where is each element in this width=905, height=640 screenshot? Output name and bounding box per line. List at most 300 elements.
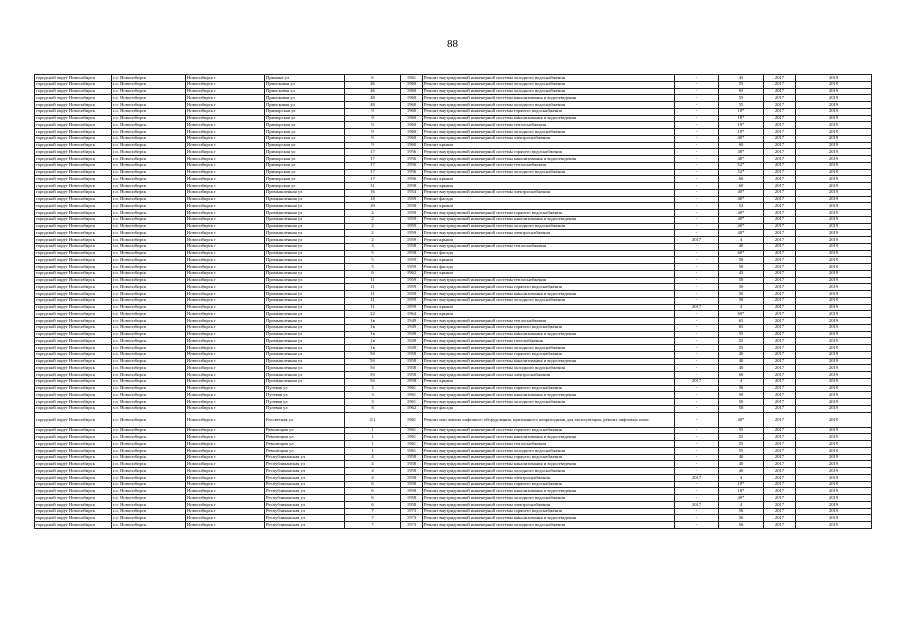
cell-cost: 52* bbox=[719, 169, 764, 176]
cell-settlement: Новосибирск г bbox=[186, 454, 265, 461]
cell-done-year: - bbox=[675, 122, 719, 129]
cell-settlement: Новосибирск г bbox=[186, 102, 265, 109]
table-row bbox=[35, 405, 872, 412]
cell-street: Приисковая ул bbox=[265, 81, 345, 88]
cell-house: 2/1 bbox=[345, 412, 401, 427]
cell-year: 1960 bbox=[401, 102, 423, 109]
cell-house: 8 bbox=[345, 405, 401, 412]
cell-done-year: - bbox=[675, 196, 719, 203]
cell-plan-end: 2019 bbox=[796, 176, 872, 183]
cell-work-type: Ремонт фасада bbox=[423, 264, 675, 271]
cell-district: г.о. Новосибирск bbox=[112, 358, 186, 365]
cell-work-type: Ремонт внутридомовой инженерной системы канализования и водоотведения bbox=[423, 358, 675, 365]
cell-municipality: городской округ Новосибирск bbox=[35, 210, 112, 217]
table-row bbox=[35, 351, 872, 358]
table-row bbox=[35, 257, 872, 264]
cell-done-year: - bbox=[675, 461, 719, 468]
cell-cost: 65 bbox=[719, 318, 764, 325]
cell-work-type: Ремонт внутридомовой инженерной системы теплоснабжения bbox=[423, 277, 675, 284]
cell-street: Приисковая ул bbox=[265, 95, 345, 102]
cell-plan-end: 2019 bbox=[796, 481, 872, 488]
cell-street: Приморская ул bbox=[265, 149, 345, 156]
table-row bbox=[35, 338, 872, 345]
cell-work-type: Ремонт внутридомовой инженерной системы холодного водоснабжения bbox=[423, 75, 675, 82]
cell-street: Пулевая ул bbox=[265, 405, 345, 412]
cell-plan-start: 2017 bbox=[764, 399, 796, 406]
cell-district: г.о. Новосибирск bbox=[112, 495, 186, 502]
cell-year: 1959 bbox=[401, 223, 423, 230]
cell-house: 7 bbox=[345, 522, 401, 529]
cell-year: 1958 bbox=[401, 372, 423, 379]
cell-municipality: городской округ Новосибирск bbox=[35, 385, 112, 392]
cell-plan-end: 2019 bbox=[796, 257, 872, 264]
cell-work-type: Ремонт внутридомовой инженерной системы теплоснабжения bbox=[423, 122, 675, 129]
cell-municipality: городской округ Новосибирск bbox=[35, 447, 112, 454]
cell-year: 1960 bbox=[401, 88, 423, 95]
cell-done-year: - bbox=[675, 468, 719, 475]
cell-year: 1973 bbox=[401, 522, 423, 529]
cell-cost: 40 bbox=[719, 243, 764, 250]
cell-municipality: городской округ Новосибирск bbox=[35, 237, 112, 244]
cell-plan-end: 2019 bbox=[796, 95, 872, 102]
cell-street: Приморская ул bbox=[265, 142, 345, 149]
table-row bbox=[35, 385, 872, 392]
cell-settlement: Новосибирск г bbox=[186, 284, 265, 291]
cell-cost: 60* bbox=[719, 250, 764, 257]
cell-plan-end: 2019 bbox=[796, 508, 872, 515]
table-row bbox=[35, 468, 872, 475]
cell-done-year: - bbox=[675, 156, 719, 163]
cell-street: Промышленная ул bbox=[265, 297, 345, 304]
cell-cost: 55 bbox=[719, 441, 764, 448]
cell-municipality: городской округ Новосибирск bbox=[35, 392, 112, 399]
table-row bbox=[35, 495, 872, 502]
cell-plan-end: 2019 bbox=[796, 237, 872, 244]
cell-district: г.о. Новосибирск bbox=[112, 378, 186, 385]
cell-work-type: Ремонт внутридомовой инженерной системы теплоснабжения bbox=[423, 441, 675, 448]
cell-plan-start: 2017 bbox=[764, 515, 796, 522]
cell-done-year: - bbox=[675, 351, 719, 358]
cell-plan-end: 2019 bbox=[796, 488, 872, 495]
cell-plan-end: 2019 bbox=[796, 135, 872, 142]
cell-house: 4 bbox=[345, 474, 401, 481]
cell-work-type: Ремонт внутридомовой инженерной системы канализования и водоотведения bbox=[423, 216, 675, 223]
cell-cost: 52* bbox=[719, 162, 764, 169]
cell-year: 1962 bbox=[401, 405, 423, 412]
table-row bbox=[35, 434, 872, 441]
cell-municipality: городской округ Новосибирск bbox=[35, 461, 112, 468]
cell-plan-start: 2017 bbox=[764, 318, 796, 325]
cell-plan-end: 2019 bbox=[796, 501, 872, 508]
cell-year: 1956 bbox=[401, 162, 423, 169]
cell-year: 1961 bbox=[401, 427, 423, 434]
cell-plan-start: 2017 bbox=[764, 324, 796, 331]
cell-done-year: - bbox=[675, 365, 719, 372]
cell-work-type: Ремонт внутридомовой инженерной системы горячего водоснабжения bbox=[423, 508, 675, 515]
cell-house: 2 bbox=[345, 223, 401, 230]
cell-street: Революции ул bbox=[265, 447, 345, 454]
cell-settlement: Новосибирск г bbox=[186, 515, 265, 522]
repair-program-table bbox=[34, 74, 872, 529]
cell-settlement: Новосибирск г bbox=[186, 365, 265, 372]
cell-house: 2 bbox=[345, 216, 401, 223]
cell-municipality: городской округ Новосибирск bbox=[35, 142, 112, 149]
cell-municipality: городской округ Новосибирск bbox=[35, 277, 112, 284]
table-row bbox=[35, 102, 872, 109]
cell-plan-start: 2017 bbox=[764, 216, 796, 223]
cell-district: г.о. Новосибирск bbox=[112, 522, 186, 529]
cell-year: 1949 bbox=[401, 324, 423, 331]
cell-plan-end: 2019 bbox=[796, 324, 872, 331]
cell-district: г.о. Новосибирск bbox=[112, 122, 186, 129]
cell-done-year: - bbox=[675, 434, 719, 441]
cell-settlement: Новосибирск г bbox=[186, 75, 265, 82]
cell-house: 4 bbox=[345, 468, 401, 475]
cell-plan-start: 2017 bbox=[764, 162, 796, 169]
cell-district: г.о. Новосибирск bbox=[112, 115, 186, 122]
cell-municipality: городской округ Новосибирск bbox=[35, 454, 112, 461]
cell-house: 5 bbox=[345, 250, 401, 257]
cell-street: Промышленная ул bbox=[265, 351, 345, 358]
cell-done-year: - bbox=[675, 522, 719, 529]
cell-work-type: Ремонт внутридомовой инженерной системы электроснабжения bbox=[423, 372, 675, 379]
cell-cost: 18* bbox=[719, 129, 764, 136]
cell-done-year: - bbox=[675, 447, 719, 454]
cell-street: Республиканская ул bbox=[265, 501, 345, 508]
cell-cost: 45 bbox=[719, 75, 764, 82]
cell-settlement: Новосибирск г bbox=[186, 129, 265, 136]
cell-district: г.о. Новосибирск bbox=[112, 183, 186, 190]
cell-year: 1958 bbox=[401, 488, 423, 495]
cell-work-type: Ремонт внутридомовой инженерной системы горячего водоснабжения bbox=[423, 108, 675, 115]
cell-municipality: городской округ Новосибирск bbox=[35, 176, 112, 183]
cell-street: Пулевая ул bbox=[265, 385, 345, 392]
cell-cost: 40* bbox=[719, 135, 764, 142]
cell-settlement: Новосибирск г bbox=[186, 522, 265, 529]
cell-plan-start: 2017 bbox=[764, 297, 796, 304]
cell-district: г.о. Новосибирск bbox=[112, 284, 186, 291]
table-row bbox=[35, 488, 872, 495]
cell-municipality: городской округ Новосибирск bbox=[35, 412, 112, 427]
cell-work-type: Ремонт внутридомовой инженерной системы электроснабжения bbox=[423, 189, 675, 196]
cell-plan-end: 2019 bbox=[796, 345, 872, 352]
cell-municipality: городской округ Новосибирск bbox=[35, 427, 112, 434]
cell-cost: 55 bbox=[719, 331, 764, 338]
cell-house: 5б bbox=[345, 351, 401, 358]
cell-municipality: городской округ Новосибирск bbox=[35, 338, 112, 345]
cell-done-year: - bbox=[675, 203, 719, 210]
cell-municipality: городской округ Новосибирск bbox=[35, 515, 112, 522]
cell-done-year: - bbox=[675, 95, 719, 102]
cell-year: 1961 bbox=[401, 441, 423, 448]
cell-settlement: Новосибирск г bbox=[186, 277, 265, 284]
cell-work-type: Ремонт внутридомовой инженерной системы холодного водоснабжения bbox=[423, 297, 675, 304]
cell-plan-end: 2019 bbox=[796, 270, 872, 277]
cell-work-type: Ремонт крыши bbox=[423, 176, 675, 183]
cell-plan-end: 2019 bbox=[796, 304, 872, 311]
cell-municipality: городской округ Новосибирск bbox=[35, 508, 112, 515]
cell-street: Республиканская ул bbox=[265, 481, 345, 488]
cell-street: Примана ул bbox=[265, 75, 345, 82]
cell-plan-end: 2019 bbox=[796, 223, 872, 230]
cell-work-type: Ремонт внутридомовой инженерной системы электроснабжения bbox=[423, 474, 675, 481]
cell-street: Республиканская ул bbox=[265, 468, 345, 475]
table-row bbox=[35, 311, 872, 318]
cell-district: г.о. Новосибирск bbox=[112, 230, 186, 237]
cell-house: 7 bbox=[345, 508, 401, 515]
cell-done-year: - bbox=[675, 508, 719, 515]
cell-work-type: Ремонт внутридомовой инженерной системы канализования и водоотведения bbox=[423, 461, 675, 468]
cell-plan-end: 2019 bbox=[796, 441, 872, 448]
cell-done-year: - bbox=[675, 102, 719, 109]
cell-done-year: - bbox=[675, 488, 719, 495]
cell-settlement: Новосибирск г bbox=[186, 135, 265, 142]
cell-house: 3 bbox=[345, 243, 401, 250]
cell-plan-start: 2017 bbox=[764, 488, 796, 495]
cell-house: 11 bbox=[345, 284, 401, 291]
cell-cost: 50 bbox=[719, 291, 764, 298]
cell-settlement: Новосибирск г bbox=[186, 412, 265, 427]
cell-cost: 60* bbox=[719, 311, 764, 318]
cell-cost: 40 bbox=[719, 358, 764, 365]
cell-settlement: Новосибирск г bbox=[186, 169, 265, 176]
cell-house: 9 bbox=[345, 135, 401, 142]
cell-year: 1964 bbox=[401, 311, 423, 318]
cell-plan-start: 2017 bbox=[764, 495, 796, 502]
cell-work-type: Ремонт крыши bbox=[423, 270, 675, 277]
cell-district: г.о. Новосибирск bbox=[112, 385, 186, 392]
cell-district: г.о. Новосибирск bbox=[112, 243, 186, 250]
cell-year: 1949 bbox=[401, 338, 423, 345]
table-row bbox=[35, 196, 872, 203]
cell-year: 1961 bbox=[401, 385, 423, 392]
cell-work-type: Ремонт внутридомовой инженерной системы холодного водоснабжения bbox=[423, 81, 675, 88]
cell-district: г.о. Новосибирск bbox=[112, 338, 186, 345]
cell-municipality: городской округ Новосибирск bbox=[35, 108, 112, 115]
cell-done-year: 2017 bbox=[675, 304, 719, 311]
cell-cost: 55 bbox=[719, 95, 764, 102]
cell-cost: 60 bbox=[719, 372, 764, 379]
cell-work-type: Ремонт фасада bbox=[423, 405, 675, 412]
cell-work-type: Ремонт внутридомовой инженерной системы электроснабжения bbox=[423, 135, 675, 142]
cell-cost: 40* bbox=[719, 412, 764, 427]
cell-plan-start: 2017 bbox=[764, 142, 796, 149]
cell-street: Промышленная ул bbox=[265, 277, 345, 284]
cell-settlement: Новосибирск г bbox=[186, 243, 265, 250]
cell-cost: 18* bbox=[719, 108, 764, 115]
cell-house: 18 bbox=[345, 196, 401, 203]
cell-street: Республиканская ул bbox=[265, 508, 345, 515]
cell-house: 22 bbox=[345, 311, 401, 318]
cell-plan-end: 2019 bbox=[796, 183, 872, 190]
cell-plan-start: 2017 bbox=[764, 385, 796, 392]
cell-district: г.о. Новосибирск bbox=[112, 331, 186, 338]
cell-done-year: - bbox=[675, 427, 719, 434]
cell-house: 17 bbox=[345, 156, 401, 163]
cell-settlement: Новосибирск г bbox=[186, 311, 265, 318]
table-row bbox=[35, 318, 872, 325]
cell-settlement: Новосибирск г bbox=[186, 264, 265, 271]
table-row bbox=[35, 264, 872, 271]
cell-settlement: Новосибирск г bbox=[186, 162, 265, 169]
table-row bbox=[35, 515, 872, 522]
cell-cost: 40* bbox=[719, 196, 764, 203]
cell-district: г.о. Новосибирск bbox=[112, 81, 186, 88]
cell-work-type: Ремонт внутридомовой инженерной системы теплоснабжения bbox=[423, 162, 675, 169]
cell-plan-end: 2019 bbox=[796, 250, 872, 257]
cell-work-type: Ремонт внутридомовой инженерной системы канализования и водоотведения bbox=[423, 156, 675, 163]
cell-settlement: Новосибирск г bbox=[186, 358, 265, 365]
table-row bbox=[35, 365, 872, 372]
cell-settlement: Новосибирск г bbox=[186, 223, 265, 230]
cell-house: 3 bbox=[345, 385, 401, 392]
cell-plan-start: 2017 bbox=[764, 304, 796, 311]
cell-cost: 50 bbox=[719, 257, 764, 264]
cell-plan-start: 2017 bbox=[764, 102, 796, 109]
cell-work-type: Ремонт внутридомовой инженерной системы холодного водоснабжения bbox=[423, 468, 675, 475]
cell-cost: 52 bbox=[719, 203, 764, 210]
cell-plan-start: 2017 bbox=[764, 358, 796, 365]
cell-settlement: Новосибирск г bbox=[186, 183, 265, 190]
cell-municipality: городской округ Новосибирск bbox=[35, 284, 112, 291]
cell-work-type: Ремонт внутридомовой инженерной системы газоснабжения bbox=[423, 338, 675, 345]
cell-municipality: городской округ Новосибирск bbox=[35, 250, 112, 257]
cell-plan-start: 2017 bbox=[764, 291, 796, 298]
cell-settlement: Новосибирск г bbox=[186, 176, 265, 183]
cell-work-type: Ремонт внутридомовой инженерной системы холодного водоснабжения bbox=[423, 522, 675, 529]
cell-district: г.о. Новосибирск bbox=[112, 169, 186, 176]
cell-year: 1961 bbox=[401, 412, 423, 427]
cell-plan-end: 2019 bbox=[796, 169, 872, 176]
table-row bbox=[35, 129, 872, 136]
cell-plan-end: 2019 bbox=[796, 108, 872, 115]
cell-year: 1960 bbox=[401, 129, 423, 136]
cell-house: 4 bbox=[345, 454, 401, 461]
table-row bbox=[35, 412, 872, 427]
cell-district: г.о. Новосибирск bbox=[112, 318, 186, 325]
cell-year: 1961 bbox=[401, 434, 423, 441]
cell-work-type: Ремонт внутридомовой инженерной системы канализования и водоотведения bbox=[423, 95, 675, 102]
cell-municipality: городской округ Новосибирск bbox=[35, 149, 112, 156]
cell-work-type: Ремонт или замена лифтового оборудования, признанного непригодным для эксплуатации, ремонт лифтовых шахт bbox=[423, 412, 675, 427]
cell-year: 1958 bbox=[401, 365, 423, 372]
table-row bbox=[35, 427, 872, 434]
cell-street: Пулевая ул bbox=[265, 399, 345, 406]
cell-plan-end: 2019 bbox=[796, 412, 872, 427]
cell-work-type: Ремонт внутридомовой инженерной системы канализования и водоотведения bbox=[423, 115, 675, 122]
cell-plan-end: 2019 bbox=[796, 264, 872, 271]
cell-settlement: Новосибирск г bbox=[186, 318, 265, 325]
cell-year: 1960 bbox=[401, 95, 423, 102]
cell-cost: 50 bbox=[719, 284, 764, 291]
cell-cost: 40 bbox=[719, 468, 764, 475]
cell-municipality: городской округ Новосибирск bbox=[35, 399, 112, 406]
cell-done-year: - bbox=[675, 358, 719, 365]
cell-settlement: Новосибирск г bbox=[186, 115, 265, 122]
cell-plan-end: 2019 bbox=[796, 88, 872, 95]
cell-street: Революции ул bbox=[265, 441, 345, 448]
cell-year: 1958 bbox=[401, 250, 423, 257]
cell-cost: 48* bbox=[719, 156, 764, 163]
cell-work-type: Ремонт крыши bbox=[423, 203, 675, 210]
cell-settlement: Новосибирск г bbox=[186, 230, 265, 237]
cell-municipality: городской округ Новосибирск bbox=[35, 488, 112, 495]
table-row bbox=[35, 481, 872, 488]
cell-cost: 50 bbox=[719, 385, 764, 392]
cell-settlement: Новосибирск г bbox=[186, 447, 265, 454]
cell-district: г.о. Новосибирск bbox=[112, 399, 186, 406]
cell-cost: 4 bbox=[719, 378, 764, 385]
cell-settlement: Новосибирск г bbox=[186, 345, 265, 352]
table-row bbox=[35, 331, 872, 338]
cell-district: г.о. Новосибирск bbox=[112, 75, 186, 82]
cell-done-year: - bbox=[675, 318, 719, 325]
cell-district: г.о. Новосибирск bbox=[112, 365, 186, 372]
cell-year: 1961 bbox=[401, 75, 423, 82]
cell-municipality: городской округ Новосибирск bbox=[35, 372, 112, 379]
cell-cost: 40* bbox=[719, 189, 764, 196]
cell-year: 1949 bbox=[401, 345, 423, 352]
cell-street: Промышленная ул bbox=[265, 203, 345, 210]
cell-settlement: Новосибирск г bbox=[186, 508, 265, 515]
cell-district: г.о. Новосибирск bbox=[112, 270, 186, 277]
cell-plan-end: 2019 bbox=[796, 372, 872, 379]
cell-settlement: Новосибирск г bbox=[186, 372, 265, 379]
cell-work-type: Ремонт внутридомовой инженерной системы холодного водоснабжения bbox=[423, 447, 675, 454]
cell-plan-start: 2017 bbox=[764, 447, 796, 454]
cell-cost: 55 bbox=[719, 102, 764, 109]
cell-district: г.о. Новосибирск bbox=[112, 515, 186, 522]
cell-plan-end: 2019 bbox=[796, 515, 872, 522]
cell-municipality: городской округ Новосибирск bbox=[35, 102, 112, 109]
cell-settlement: Новосибирск г bbox=[186, 210, 265, 217]
cell-year: 1956 bbox=[401, 176, 423, 183]
cell-plan-end: 2019 bbox=[796, 189, 872, 196]
table-row bbox=[35, 210, 872, 217]
cell-cost: 4 bbox=[719, 304, 764, 311]
cell-work-type: Ремонт внутридомовой инженерной системы теплоснабжения bbox=[423, 318, 675, 325]
cell-district: г.о. Новосибирск bbox=[112, 264, 186, 271]
cell-settlement: Новосибирск г bbox=[186, 216, 265, 223]
cell-house: 1в bbox=[345, 324, 401, 331]
cell-plan-start: 2017 bbox=[764, 169, 796, 176]
cell-district: г.о. Новосибирск bbox=[112, 372, 186, 379]
cell-cost: 40 bbox=[719, 454, 764, 461]
table-row bbox=[35, 454, 872, 461]
table-row bbox=[35, 461, 872, 468]
cell-district: г.о. Новосибирск bbox=[112, 88, 186, 95]
cell-plan-start: 2017 bbox=[764, 149, 796, 156]
cell-done-year: - bbox=[675, 264, 719, 271]
cell-municipality: городской округ Новосибирск bbox=[35, 189, 112, 196]
cell-house: 6 bbox=[345, 501, 401, 508]
cell-municipality: городской округ Новосибирск bbox=[35, 122, 112, 129]
table-row bbox=[35, 149, 872, 156]
cell-municipality: городской округ Новосибирск bbox=[35, 135, 112, 142]
cell-municipality: городской округ Новосибирск bbox=[35, 183, 112, 190]
cell-district: г.о. Новосибирск bbox=[112, 297, 186, 304]
cell-plan-end: 2019 bbox=[796, 311, 872, 318]
cell-done-year: 2017 bbox=[675, 237, 719, 244]
cell-cost: 60 bbox=[719, 142, 764, 149]
cell-settlement: Новосибирск г bbox=[186, 378, 265, 385]
cell-plan-start: 2017 bbox=[764, 372, 796, 379]
cell-district: г.о. Новосибирск bbox=[112, 488, 186, 495]
table-row bbox=[35, 324, 872, 331]
cell-plan-start: 2017 bbox=[764, 135, 796, 142]
cell-street: Республиканская ул bbox=[265, 474, 345, 481]
cell-settlement: Новосибирск г bbox=[186, 122, 265, 129]
